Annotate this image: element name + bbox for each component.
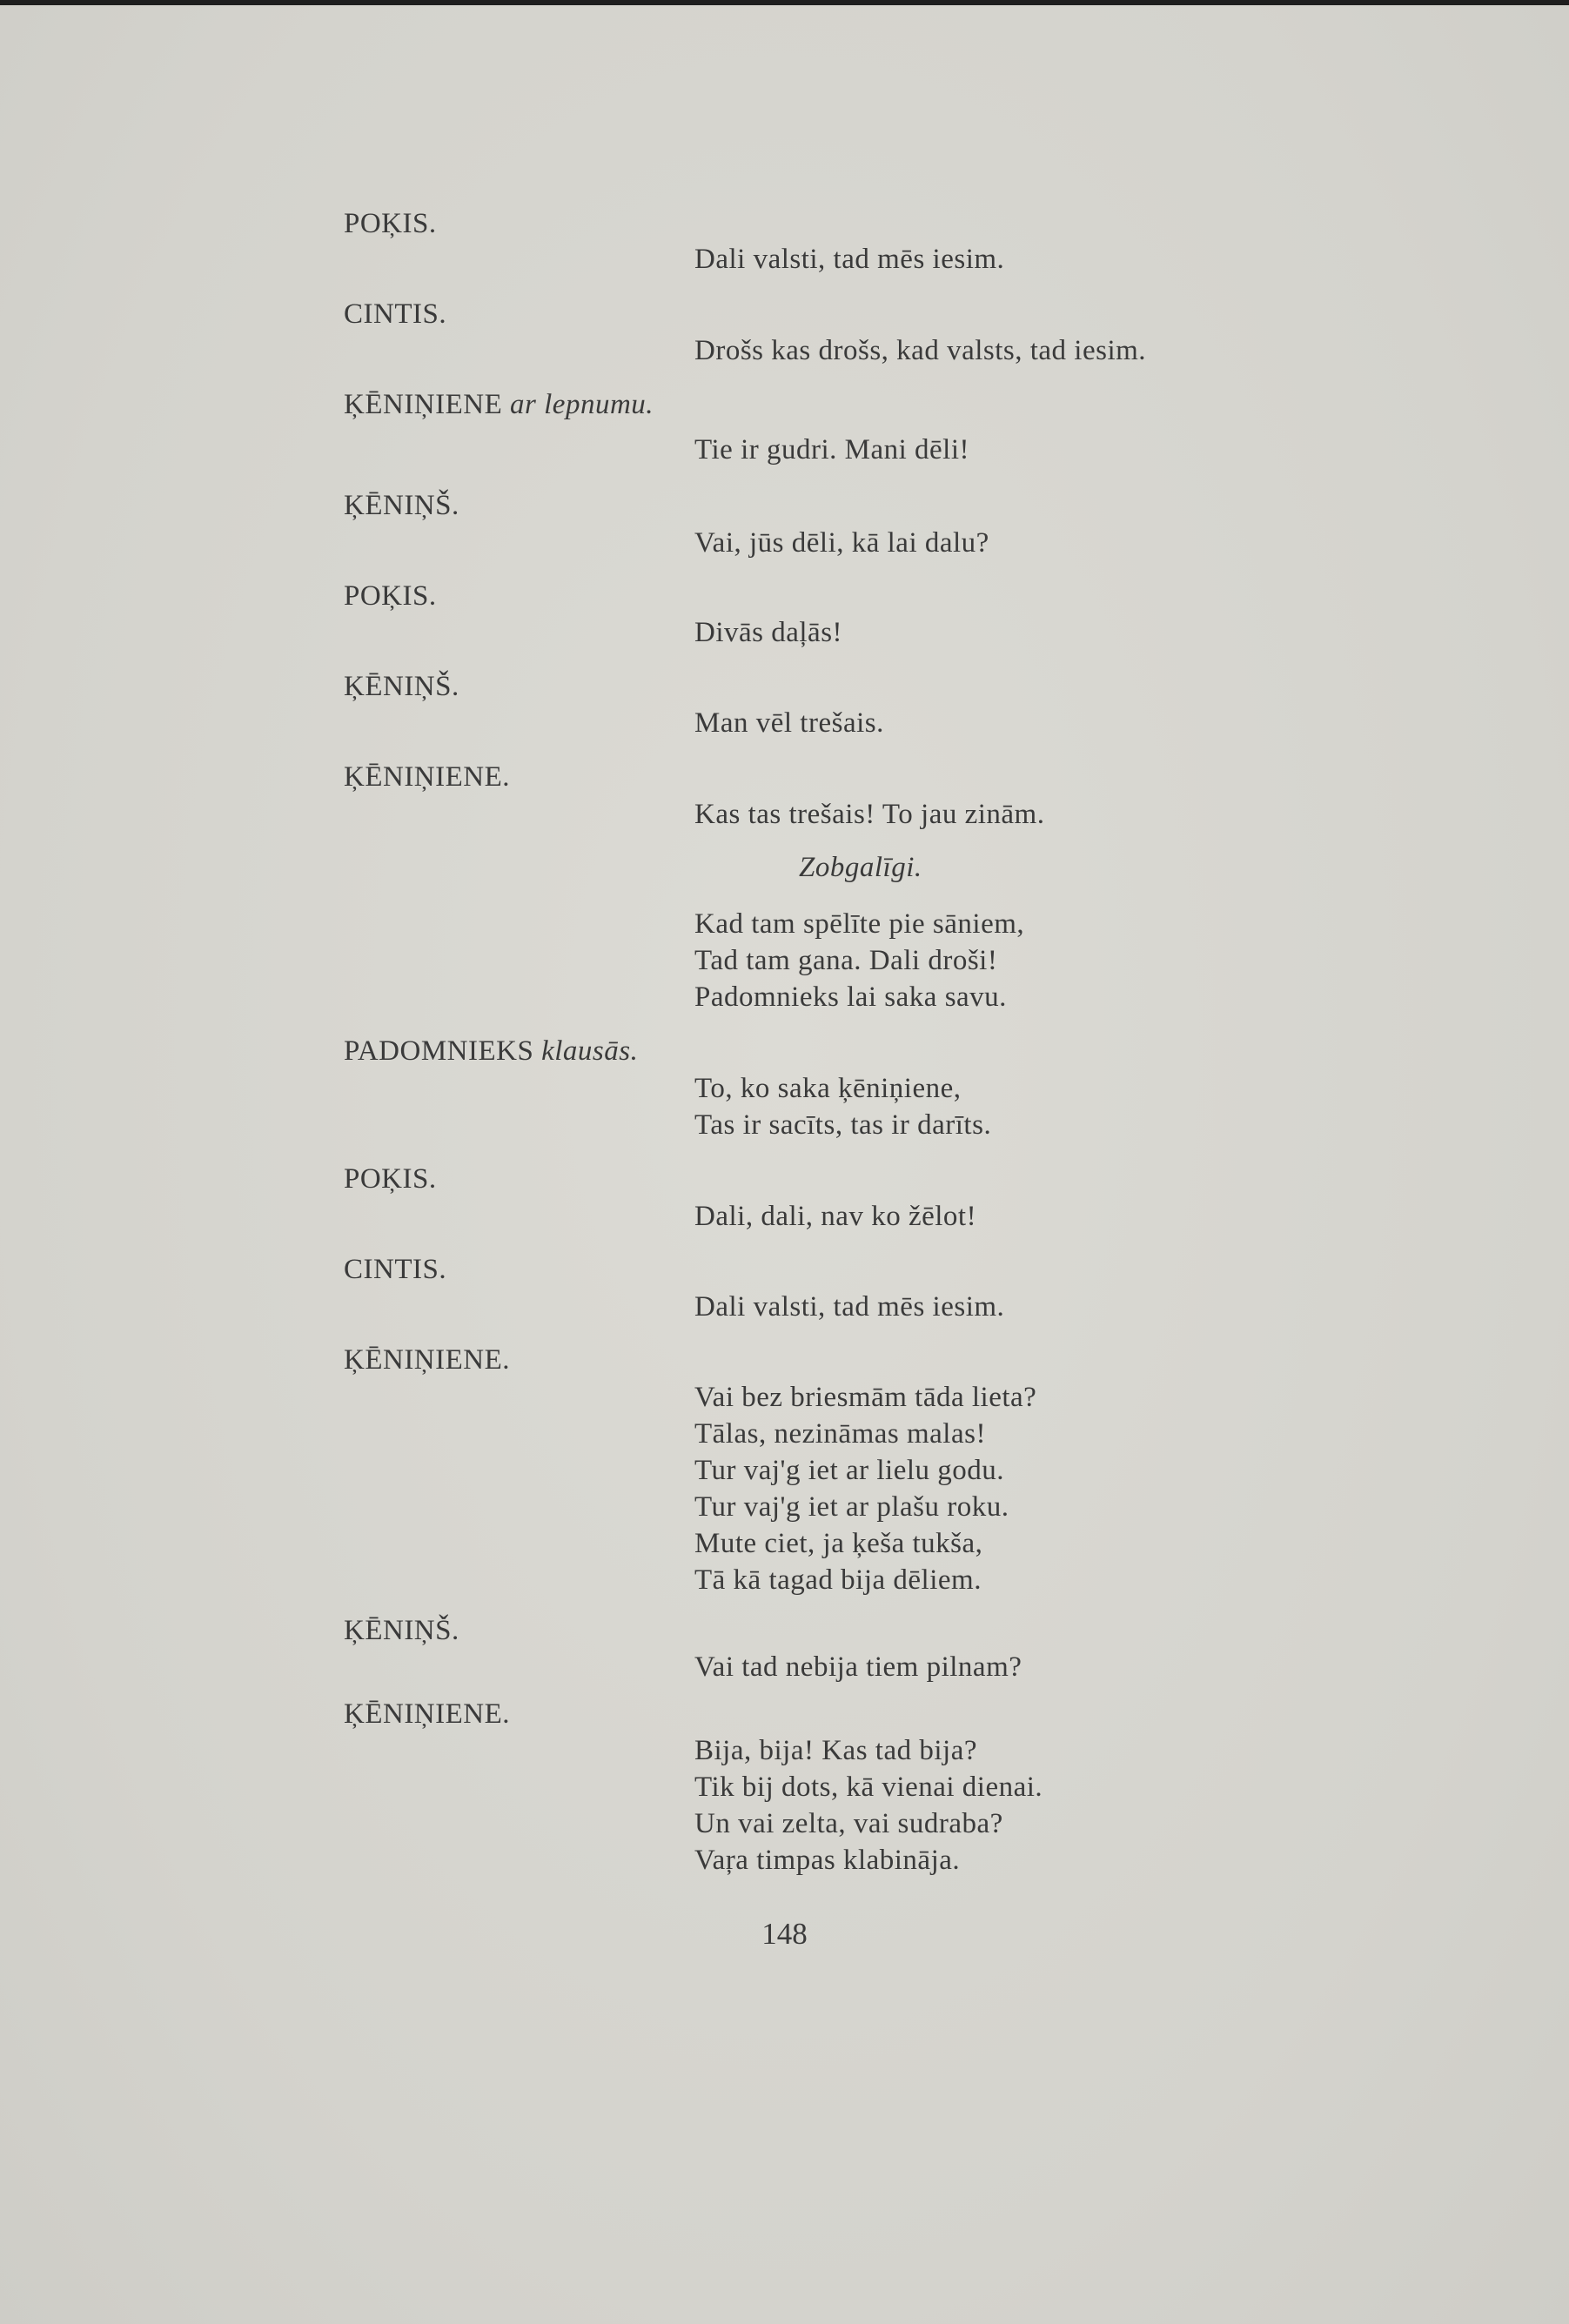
verse-line: Vai tad nebija tiem pilnam?: [694, 1651, 1023, 1683]
verse-line: Vaŗa timpas klabināja.: [694, 1845, 961, 1876]
verse-line: Tie ir gudri. Mani dēli!: [694, 434, 970, 465]
verse-line: Vai bez briesmām tāda lieta?: [694, 1382, 1037, 1413]
verse-line: Dali valsti, tad mēs iesim.: [694, 244, 1005, 275]
verse-line: Kas tas trešais! To jau zinām.: [694, 799, 1045, 830]
stage-direction: ar lepnumu.: [510, 389, 654, 420]
verse-line: Tad tam gana. Dali droši!: [694, 945, 998, 976]
speaker-name: ĶĒNIŅŠ.: [344, 671, 459, 702]
speaker-name: ĶĒNIŅIENE.: [344, 1344, 511, 1376]
verse-line: Divās daļās!: [694, 617, 843, 648]
verse-line: Mute ciet, ja ķeša tukša,: [694, 1528, 983, 1559]
verse-line: Kad tam spēlīte pie sāniem,: [694, 908, 1025, 940]
speaker-name: POĶIS.: [344, 580, 437, 612]
verse-line: Tur vaj'g iet ar lielu godu.: [694, 1455, 1005, 1486]
verse-line: Tā kā tagad bija dēliem.: [694, 1564, 982, 1596]
verse-line: Padomnieks lai saka savu.: [694, 981, 1007, 1013]
verse-line: Tur vaj'g iet ar plašu roku.: [694, 1491, 1009, 1523]
stage-direction: Zobgalīgi.: [799, 852, 922, 883]
verse-line: Drošs kas drošs, kad valsts, tad iesim.: [694, 335, 1147, 366]
verse-line: Dali valsti, tad mēs iesim.: [694, 1291, 1005, 1323]
speaker-name: CINTIS.: [344, 1254, 447, 1285]
verse-line: Un vai zelta, vai sudraba?: [694, 1808, 1003, 1839]
verse-line: Vai, jūs dēli, kā lai dalu?: [694, 527, 989, 559]
stage-direction: klausās.: [541, 1035, 639, 1067]
speaker-name: ĶĒNIŅŠ.: [344, 1615, 459, 1646]
page-number: 148: [761, 1917, 808, 1951]
scan-edge: [0, 0, 1569, 5]
verse-line: Tas ir sacīts, tas ir darīts.: [694, 1109, 992, 1141]
verse-line: Dali, dali, nav ko žēlot!: [694, 1201, 977, 1232]
speaker-name: ĶĒNIŅIENE.: [344, 1698, 511, 1730]
speaker-name: POĶIS.: [344, 208, 437, 239]
verse-line: Tik bij dots, kā vienai dienai.: [694, 1771, 1043, 1803]
verse-line: Tālas, nezināmas malas!: [694, 1418, 986, 1450]
speaker-line: [344, 386, 654, 423]
speaker-line: [344, 1033, 638, 1069]
speaker-name: PADOMNIEKS: [344, 1035, 534, 1067]
speaker-name: ĶĒNIŅIENE: [344, 389, 503, 420]
speaker-name: CINTIS.: [344, 298, 447, 330]
speaker-name: ĶĒNIŅIENE.: [344, 761, 511, 793]
speaker-name: ĶĒNIŅŠ.: [344, 490, 459, 521]
speaker-name: POĶIS.: [344, 1163, 437, 1195]
verse-line: Bija, bija! Kas tad bija?: [694, 1735, 977, 1766]
verse-line: Man vēl trešais.: [694, 707, 884, 739]
verse-line: To, ko saka ķēniņiene,: [694, 1073, 962, 1104]
